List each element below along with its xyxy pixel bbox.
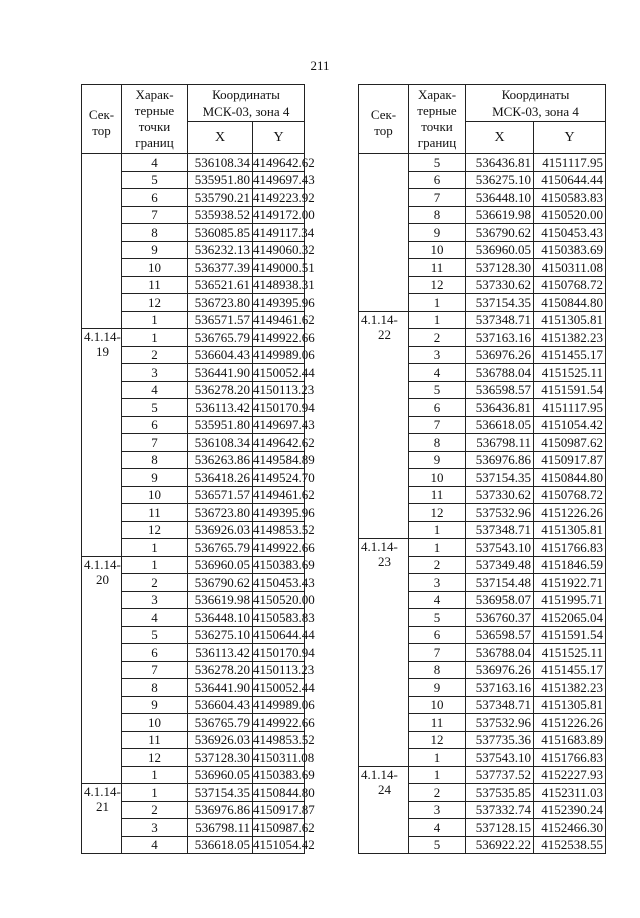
x-coordinate-cell: 536765.79 bbox=[188, 714, 253, 732]
y-coordinate-cell: 4150844.80 bbox=[534, 469, 606, 487]
point-number-cell: 12 bbox=[122, 294, 188, 312]
y-coordinate-cell: 4149922.66 bbox=[253, 539, 315, 555]
point-number-cell: 9 bbox=[122, 696, 188, 714]
point-number-cell: 10 bbox=[409, 469, 466, 487]
x-coordinate-cell: 536976.26 bbox=[466, 661, 534, 679]
point-number-cell: 10 bbox=[122, 714, 188, 732]
x-coordinate-cell: 536788.04 bbox=[466, 644, 534, 662]
point-number-cell: 9 bbox=[409, 679, 466, 697]
y-coordinate-cell: 4152227.93 bbox=[534, 766, 606, 784]
y-coordinate-cell: 4150583.83 bbox=[253, 609, 315, 625]
point-number-cell: 8 bbox=[122, 224, 188, 242]
point-number-cell: 9 bbox=[409, 224, 466, 242]
point-number-cell: 5 bbox=[409, 609, 466, 627]
x-coordinate-cell: 537532.96 bbox=[466, 714, 534, 732]
x-coordinate-cell: 536618.05 bbox=[188, 836, 253, 854]
x-coordinate-cell: 536113.42 bbox=[188, 399, 253, 417]
point-number-cell: 7 bbox=[122, 434, 188, 452]
y-coordinate-cell: 4149117.34 bbox=[253, 224, 315, 240]
point-number-cell: 3 bbox=[122, 364, 188, 382]
x-coordinate-cell: 536436.81 bbox=[466, 399, 534, 417]
y-coordinate-cell: 4150383.69 bbox=[253, 767, 315, 783]
table-row bbox=[82, 329, 305, 347]
point-number-cell: 1 bbox=[122, 766, 188, 784]
y-coordinate-cell: 4151455.17 bbox=[534, 661, 606, 679]
point-number-cell: 12 bbox=[122, 521, 188, 539]
x-coordinate-cell: 536976.26 bbox=[466, 346, 534, 364]
x-coordinate-cell: 537532.96 bbox=[466, 504, 534, 522]
point-number-cell: 2 bbox=[122, 801, 188, 819]
header-sector: Сек- тор bbox=[359, 85, 409, 154]
x-coordinate-cell: 537535.85 bbox=[466, 784, 534, 802]
x-coordinate-cell: 537348.71 bbox=[466, 696, 534, 714]
y-coordinate-cell: 4151054.42 bbox=[534, 416, 606, 434]
x-coordinate-cell: 537330.62 bbox=[466, 486, 534, 504]
point-number-cell: 1 bbox=[409, 294, 466, 312]
y-coordinate-cell: 4149853.52 bbox=[253, 732, 315, 748]
y-coordinate-cell: 4151054.42 bbox=[253, 837, 315, 853]
header-y: Y bbox=[253, 122, 305, 154]
point-number-cell: 2 bbox=[409, 784, 466, 802]
x-coordinate-cell: 536960.05 bbox=[188, 766, 253, 784]
point-number-cell: 7 bbox=[409, 189, 466, 207]
point-number-cell: 6 bbox=[409, 399, 466, 417]
sector-cell bbox=[82, 154, 122, 329]
x-coordinate-cell: 536108.34 bbox=[188, 154, 253, 172]
y-coordinate-cell: 4151591.54 bbox=[534, 626, 606, 644]
point-number-cell: 8 bbox=[409, 206, 466, 224]
point-number-cell: 5 bbox=[122, 171, 188, 189]
x-coordinate-cell: 536448.10 bbox=[466, 189, 534, 207]
x-coordinate-cell: 536108.34 bbox=[188, 434, 253, 452]
y-coordinate-cell: 4149395.96 bbox=[253, 294, 315, 310]
header-x: X bbox=[466, 122, 534, 154]
y-coordinate-cell: 4149922.66 bbox=[253, 714, 315, 730]
point-number-cell: 3 bbox=[122, 591, 188, 609]
x-coordinate-cell: 536960.05 bbox=[188, 556, 253, 574]
point-number-cell: 9 bbox=[409, 451, 466, 469]
sector-cell: 4.1.14- 22 bbox=[359, 311, 409, 539]
y-coordinate-cell: 4151382.23 bbox=[534, 329, 606, 347]
x-coordinate-cell: 535790.21 bbox=[188, 189, 253, 207]
y-coordinate-cell: 4151305.81 bbox=[534, 521, 606, 539]
table-row bbox=[359, 766, 606, 784]
header-coordinates: Координаты МСК-03, зона 4 bbox=[466, 85, 606, 122]
x-coordinate-cell: 536377.39 bbox=[188, 259, 253, 277]
point-number-cell: 6 bbox=[122, 644, 188, 662]
point-number-cell: 3 bbox=[122, 819, 188, 837]
x-coordinate-cell: 536976.86 bbox=[466, 451, 534, 469]
x-coordinate-cell: 536790.62 bbox=[188, 574, 253, 592]
point-number-cell: 1 bbox=[122, 539, 188, 557]
point-number-cell: 5 bbox=[122, 399, 188, 417]
table-row bbox=[359, 311, 606, 329]
point-number-cell: 6 bbox=[409, 171, 466, 189]
y-coordinate-cell: 4150170.94 bbox=[253, 399, 315, 415]
y-coordinate-cell: 4149395.96 bbox=[253, 504, 315, 520]
y-coordinate-cell: 4150052.44 bbox=[253, 364, 315, 380]
point-number-cell: 9 bbox=[122, 241, 188, 259]
y-coordinate-cell: 4150453.43 bbox=[534, 224, 606, 242]
x-coordinate-cell: 537154.48 bbox=[466, 574, 534, 592]
y-coordinate-cell: 4150311.08 bbox=[534, 259, 606, 277]
x-coordinate-cell: 537543.10 bbox=[466, 539, 534, 557]
x-coordinate-cell: 537332.74 bbox=[466, 801, 534, 819]
y-coordinate-cell: 4151683.89 bbox=[534, 731, 606, 749]
y-coordinate-cell: 4151525.11 bbox=[534, 644, 606, 662]
point-number-cell: 4 bbox=[122, 836, 188, 854]
x-coordinate-cell: 537163.16 bbox=[466, 679, 534, 697]
point-number-cell: 8 bbox=[409, 661, 466, 679]
x-coordinate-cell: 536958.07 bbox=[466, 591, 534, 609]
point-number-cell: 4 bbox=[409, 364, 466, 382]
y-coordinate-cell: 4151305.81 bbox=[534, 696, 606, 714]
y-coordinate-cell: 4149642.62 bbox=[253, 434, 315, 450]
table-row bbox=[82, 154, 305, 172]
y-coordinate-cell: 4151995.71 bbox=[534, 591, 606, 609]
x-coordinate-cell: 536922.22 bbox=[466, 836, 534, 854]
y-coordinate-cell: 4150768.72 bbox=[534, 486, 606, 504]
y-coordinate-cell: 4150311.08 bbox=[253, 749, 315, 765]
point-number-cell: 1 bbox=[409, 749, 466, 767]
y-coordinate-cell: 4150844.80 bbox=[253, 784, 315, 800]
sector-cell: 4.1.14- 19 bbox=[82, 329, 122, 557]
point-number-cell: 1 bbox=[409, 311, 466, 329]
header-characteristic-points: Харак- терные точки границ bbox=[409, 85, 466, 154]
y-coordinate-cell: 4152390.24 bbox=[534, 801, 606, 819]
x-coordinate-cell: 536436.81 bbox=[466, 154, 534, 172]
point-number-cell: 4 bbox=[122, 609, 188, 627]
y-coordinate-cell: 4150917.87 bbox=[534, 451, 606, 469]
y-coordinate-cell: 4150113.23 bbox=[253, 382, 315, 398]
x-coordinate-cell: 537128.15 bbox=[466, 819, 534, 837]
point-number-cell: 3 bbox=[409, 801, 466, 819]
point-number-cell: 4 bbox=[409, 591, 466, 609]
point-number-cell: 4 bbox=[122, 381, 188, 399]
point-number-cell: 5 bbox=[409, 836, 466, 854]
x-coordinate-cell: 536441.90 bbox=[188, 679, 253, 697]
y-coordinate-cell: 4150453.43 bbox=[253, 574, 315, 590]
y-coordinate-cell: 4150917.87 bbox=[253, 802, 315, 818]
y-coordinate-cell: 4149172.00 bbox=[253, 207, 315, 223]
point-number-cell: 1 bbox=[122, 556, 188, 574]
x-coordinate-cell: 536798.11 bbox=[466, 434, 534, 452]
y-coordinate-cell: 4151846.59 bbox=[534, 556, 606, 574]
point-number-cell: 6 bbox=[122, 189, 188, 207]
header-characteristic-points: Харак- терные точки границ bbox=[122, 85, 188, 154]
point-number-cell: 3 bbox=[409, 346, 466, 364]
point-number-cell: 2 bbox=[122, 574, 188, 592]
y-coordinate-cell: 4150583.83 bbox=[534, 189, 606, 207]
y-coordinate-cell: 4149000.51 bbox=[253, 259, 315, 275]
y-coordinate-cell: 4149584.89 bbox=[253, 452, 315, 468]
y-coordinate-cell: 4151305.81 bbox=[534, 311, 606, 329]
left-table-body bbox=[82, 154, 315, 854]
x-coordinate-cell: 536618.05 bbox=[466, 416, 534, 434]
x-coordinate-cell: 536790.62 bbox=[466, 224, 534, 242]
point-number-cell: 7 bbox=[409, 416, 466, 434]
point-number-cell: 1 bbox=[122, 329, 188, 347]
x-coordinate-cell: 536085.85 bbox=[188, 224, 253, 242]
y-coordinate-cell: 4150768.72 bbox=[534, 276, 606, 294]
point-number-cell: 12 bbox=[409, 731, 466, 749]
point-number-cell: 10 bbox=[122, 259, 188, 277]
right-table-body bbox=[359, 154, 606, 854]
sector-cell: 4.1.14- 24 bbox=[359, 766, 409, 854]
x-coordinate-cell: 536278.20 bbox=[188, 381, 253, 399]
table-row bbox=[82, 556, 305, 574]
y-coordinate-cell: 4148938.31 bbox=[253, 277, 315, 293]
point-number-cell: 5 bbox=[122, 626, 188, 644]
coordinates-table-left bbox=[81, 84, 315, 854]
point-number-cell: 6 bbox=[122, 416, 188, 434]
point-number-cell: 2 bbox=[409, 329, 466, 347]
x-coordinate-cell: 537735.36 bbox=[466, 731, 534, 749]
point-number-cell: 12 bbox=[409, 276, 466, 294]
y-coordinate-cell: 4150383.69 bbox=[253, 557, 315, 573]
y-coordinate-cell: 4149989.06 bbox=[253, 347, 315, 363]
x-coordinate-cell: 537128.30 bbox=[188, 749, 253, 767]
point-number-cell: 11 bbox=[122, 276, 188, 294]
y-coordinate-cell: 4151226.26 bbox=[534, 504, 606, 522]
x-coordinate-cell: 536113.42 bbox=[188, 644, 253, 662]
y-coordinate-cell: 4151922.71 bbox=[534, 574, 606, 592]
point-number-cell: 4 bbox=[409, 819, 466, 837]
x-coordinate-cell: 536765.79 bbox=[188, 539, 253, 557]
y-coordinate-cell: 4150113.23 bbox=[253, 662, 315, 678]
x-coordinate-cell: 536976.86 bbox=[188, 801, 253, 819]
header-y: Y bbox=[534, 122, 606, 154]
x-coordinate-cell: 537543.10 bbox=[466, 749, 534, 767]
point-number-cell: 7 bbox=[122, 206, 188, 224]
x-coordinate-cell: 536448.10 bbox=[188, 609, 253, 627]
header-coordinates: Координаты МСК-03, зона 4 bbox=[188, 85, 305, 122]
y-coordinate-cell: 4149461.62 bbox=[253, 312, 315, 328]
y-coordinate-cell: 4149853.52 bbox=[253, 522, 315, 538]
y-coordinate-cell: 4152311.03 bbox=[534, 784, 606, 802]
y-coordinate-cell: 4149642.62 bbox=[253, 154, 315, 170]
y-coordinate-cell: 4149697.43 bbox=[253, 172, 315, 188]
point-number-cell: 10 bbox=[122, 486, 188, 504]
point-number-cell: 7 bbox=[409, 644, 466, 662]
y-coordinate-cell: 4152065.04 bbox=[534, 609, 606, 627]
sector-cell: 4.1.14- 21 bbox=[82, 784, 122, 854]
y-coordinate-cell: 4149223.92 bbox=[253, 189, 315, 205]
point-number-cell: 11 bbox=[122, 504, 188, 522]
y-coordinate-cell: 4151766.83 bbox=[534, 539, 606, 557]
y-coordinate-cell: 4150844.80 bbox=[534, 294, 606, 312]
y-coordinate-cell: 4151117.95 bbox=[534, 154, 606, 172]
point-number-cell: 2 bbox=[409, 556, 466, 574]
point-number-cell: 2 bbox=[122, 346, 188, 364]
sector-cell: 4.1.14- 23 bbox=[359, 539, 409, 767]
x-coordinate-cell: 536263.86 bbox=[188, 451, 253, 469]
point-number-cell: 10 bbox=[409, 241, 466, 259]
y-coordinate-cell: 4149697.43 bbox=[253, 417, 315, 433]
point-number-cell: 11 bbox=[409, 714, 466, 732]
y-coordinate-cell: 4150644.44 bbox=[534, 171, 606, 189]
sector-cell bbox=[359, 154, 409, 312]
x-coordinate-cell: 536760.37 bbox=[466, 609, 534, 627]
table-row bbox=[359, 539, 606, 557]
table-row bbox=[359, 154, 606, 172]
y-coordinate-cell: 4151455.17 bbox=[534, 346, 606, 364]
x-coordinate-cell: 537349.48 bbox=[466, 556, 534, 574]
x-coordinate-cell: 537154.35 bbox=[466, 294, 534, 312]
y-coordinate-cell: 4151591.54 bbox=[534, 381, 606, 399]
y-coordinate-cell: 4151766.83 bbox=[534, 749, 606, 767]
point-number-cell: 1 bbox=[122, 311, 188, 329]
point-number-cell: 1 bbox=[122, 784, 188, 802]
point-number-cell: 6 bbox=[409, 626, 466, 644]
y-coordinate-cell: 4150520.00 bbox=[253, 592, 315, 608]
x-coordinate-cell: 535951.80 bbox=[188, 416, 253, 434]
point-number-cell: 11 bbox=[409, 486, 466, 504]
x-coordinate-cell: 536441.90 bbox=[188, 364, 253, 382]
point-number-cell: 1 bbox=[409, 539, 466, 557]
point-number-cell: 9 bbox=[122, 469, 188, 487]
point-number-cell: 12 bbox=[122, 749, 188, 767]
x-coordinate-cell: 536604.43 bbox=[188, 696, 253, 714]
x-coordinate-cell: 536765.79 bbox=[188, 329, 253, 347]
y-coordinate-cell: 4149524.70 bbox=[253, 469, 315, 485]
header-x: X bbox=[188, 122, 253, 154]
y-coordinate-cell: 4150383.69 bbox=[534, 241, 606, 259]
point-number-cell: 7 bbox=[122, 661, 188, 679]
x-coordinate-cell: 536723.80 bbox=[188, 294, 253, 312]
x-coordinate-cell: 535938.52 bbox=[188, 206, 253, 224]
x-coordinate-cell: 536275.10 bbox=[188, 626, 253, 644]
y-coordinate-cell: 4149989.06 bbox=[253, 697, 315, 713]
y-coordinate-cell: 4151382.23 bbox=[534, 679, 606, 697]
x-coordinate-cell: 536926.03 bbox=[188, 731, 253, 749]
y-coordinate-cell: 4152466.30 bbox=[534, 819, 606, 837]
y-coordinate-cell: 4150170.94 bbox=[253, 644, 315, 660]
x-coordinate-cell: 536571.57 bbox=[188, 486, 253, 504]
point-number-cell: 11 bbox=[409, 259, 466, 277]
x-coordinate-cell: 536232.13 bbox=[188, 241, 253, 259]
y-coordinate-cell: 4150987.62 bbox=[253, 819, 315, 835]
y-coordinate-cell: 4152538.55 bbox=[534, 836, 606, 854]
point-number-cell: 4 bbox=[122, 154, 188, 172]
x-coordinate-cell: 536619.98 bbox=[466, 206, 534, 224]
y-coordinate-cell: 4150052.44 bbox=[253, 679, 315, 695]
x-coordinate-cell: 537154.35 bbox=[466, 469, 534, 487]
y-coordinate-cell: 4149060.32 bbox=[253, 242, 315, 258]
x-coordinate-cell: 536521.61 bbox=[188, 276, 253, 294]
point-number-cell: 12 bbox=[409, 504, 466, 522]
x-coordinate-cell: 537330.62 bbox=[466, 276, 534, 294]
y-coordinate-cell: 4150644.44 bbox=[253, 627, 315, 643]
y-coordinate-cell: 4149461.62 bbox=[253, 487, 315, 503]
x-coordinate-cell: 536598.57 bbox=[466, 626, 534, 644]
y-coordinate-cell: 4150987.62 bbox=[534, 434, 606, 452]
page-number: 211 bbox=[310, 58, 330, 73]
x-coordinate-cell: 537737.52 bbox=[466, 766, 534, 784]
x-coordinate-cell: 536604.43 bbox=[188, 346, 253, 364]
y-coordinate-cell: 4150520.00 bbox=[534, 206, 606, 224]
y-coordinate-cell: 4151226.26 bbox=[534, 714, 606, 732]
x-coordinate-cell: 536278.20 bbox=[188, 661, 253, 679]
point-number-cell: 5 bbox=[409, 381, 466, 399]
y-coordinate-cell: 4151117.95 bbox=[534, 399, 606, 417]
y-coordinate-cell: 4149922.66 bbox=[253, 329, 315, 345]
x-coordinate-cell: 536571.57 bbox=[188, 311, 253, 329]
point-number-cell: 8 bbox=[409, 434, 466, 452]
point-number-cell: 8 bbox=[122, 679, 188, 697]
x-coordinate-cell: 537128.30 bbox=[466, 259, 534, 277]
x-coordinate-cell: 537154.35 bbox=[188, 784, 253, 802]
x-coordinate-cell: 536960.05 bbox=[466, 241, 534, 259]
point-number-cell: 5 bbox=[409, 154, 466, 172]
x-coordinate-cell: 537348.71 bbox=[466, 311, 534, 329]
point-number-cell: 1 bbox=[409, 521, 466, 539]
x-coordinate-cell: 536275.10 bbox=[466, 171, 534, 189]
point-number-cell: 1 bbox=[409, 766, 466, 784]
header-sector: Сек- тор bbox=[82, 85, 122, 154]
x-coordinate-cell: 537163.16 bbox=[466, 329, 534, 347]
x-coordinate-cell: 536926.03 bbox=[188, 521, 253, 539]
sector-cell: 4.1.14- 20 bbox=[82, 556, 122, 784]
x-coordinate-cell: 535951.80 bbox=[188, 171, 253, 189]
x-coordinate-cell: 536598.57 bbox=[466, 381, 534, 399]
y-coordinate-cell: 4151525.11 bbox=[534, 364, 606, 382]
point-number-cell: 8 bbox=[122, 451, 188, 469]
x-coordinate-cell: 536418.26 bbox=[188, 469, 253, 487]
table-row bbox=[82, 784, 305, 802]
point-number-cell: 3 bbox=[409, 574, 466, 592]
x-coordinate-cell: 536788.04 bbox=[466, 364, 534, 382]
point-number-cell: 10 bbox=[409, 696, 466, 714]
point-number-cell: 11 bbox=[122, 731, 188, 749]
coordinates-table-right bbox=[358, 84, 606, 854]
x-coordinate-cell: 536723.80 bbox=[188, 504, 253, 522]
x-coordinate-cell: 537348.71 bbox=[466, 521, 534, 539]
x-coordinate-cell: 536619.98 bbox=[188, 591, 253, 609]
x-coordinate-cell: 536798.11 bbox=[188, 819, 253, 837]
